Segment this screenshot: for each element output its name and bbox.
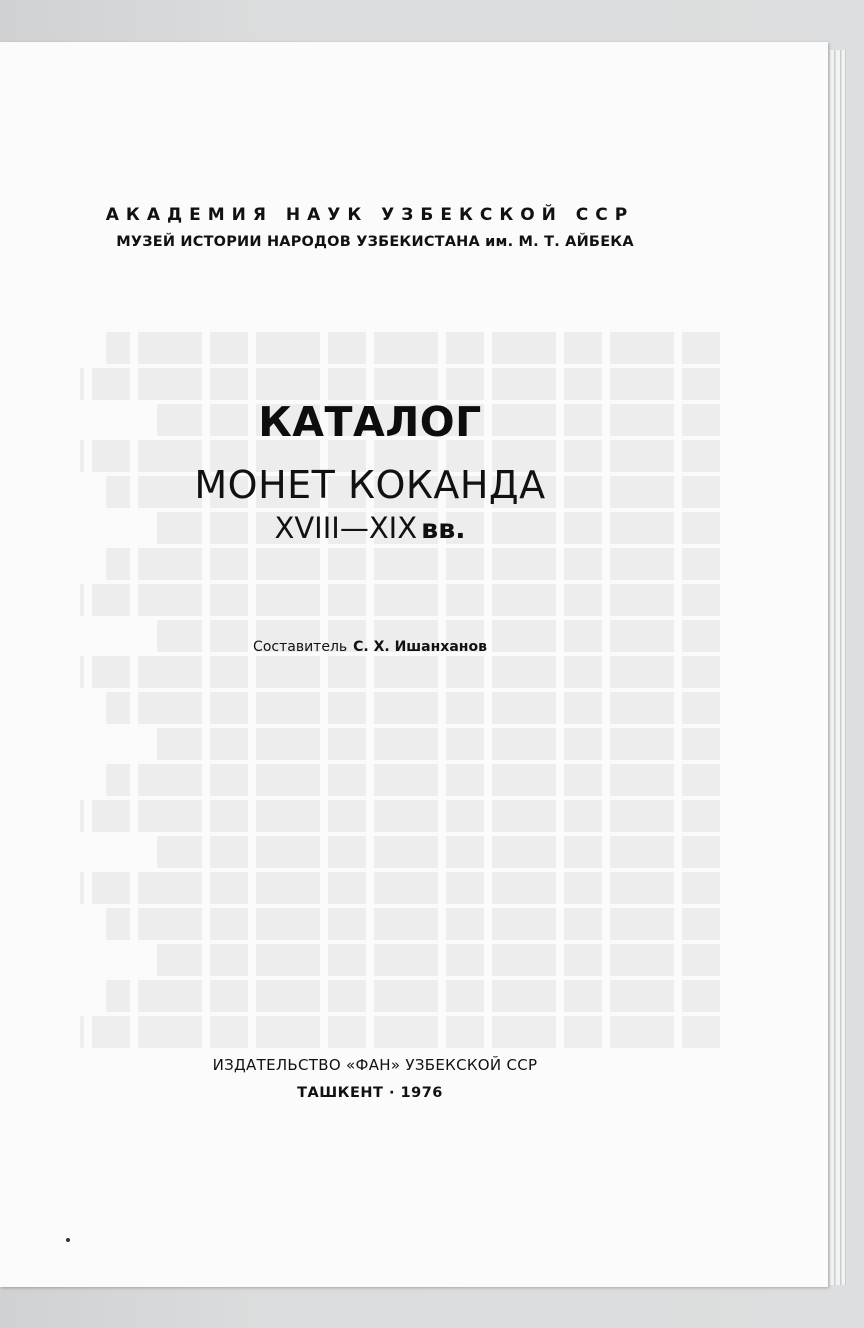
academy-name: АКАДЕМИЯ НАУК УЗБЕКСКОЙ ССР: [105, 205, 635, 225]
catalog-subtitle: МОНЕТ КОКАНДА: [194, 463, 546, 507]
compiler-label: Составитель: [253, 639, 348, 655]
compiler-name: С. Х. Ишанханов: [353, 639, 487, 655]
catalog-period: [0, 511, 740, 545]
publisher-name: ИЗДАТЕЛЬСТВО «ФАН» УЗБЕКСКОЙ ССР: [212, 1056, 538, 1074]
page-stack-edge: [836, 50, 841, 1285]
page-stack-edge: [830, 50, 835, 1285]
title-page: [0, 42, 828, 1287]
page-stack-edge: [842, 50, 846, 1285]
period-suffix: вв.: [421, 514, 466, 545]
scan-speck: [66, 1238, 70, 1242]
compiler-line: [0, 639, 740, 655]
museum-name: МУЗЕЙ ИСТОРИИ НАРОДОВ УЗБЕКИСТАНА им. М. Т. АЙБЕКА: [116, 234, 634, 250]
imprint-city-year: ТАШКЕНТ · 1976: [297, 1085, 443, 1101]
period-centuries: XVIII—XIX: [274, 511, 418, 545]
catalog-title: КАТАЛОГ: [258, 398, 482, 446]
